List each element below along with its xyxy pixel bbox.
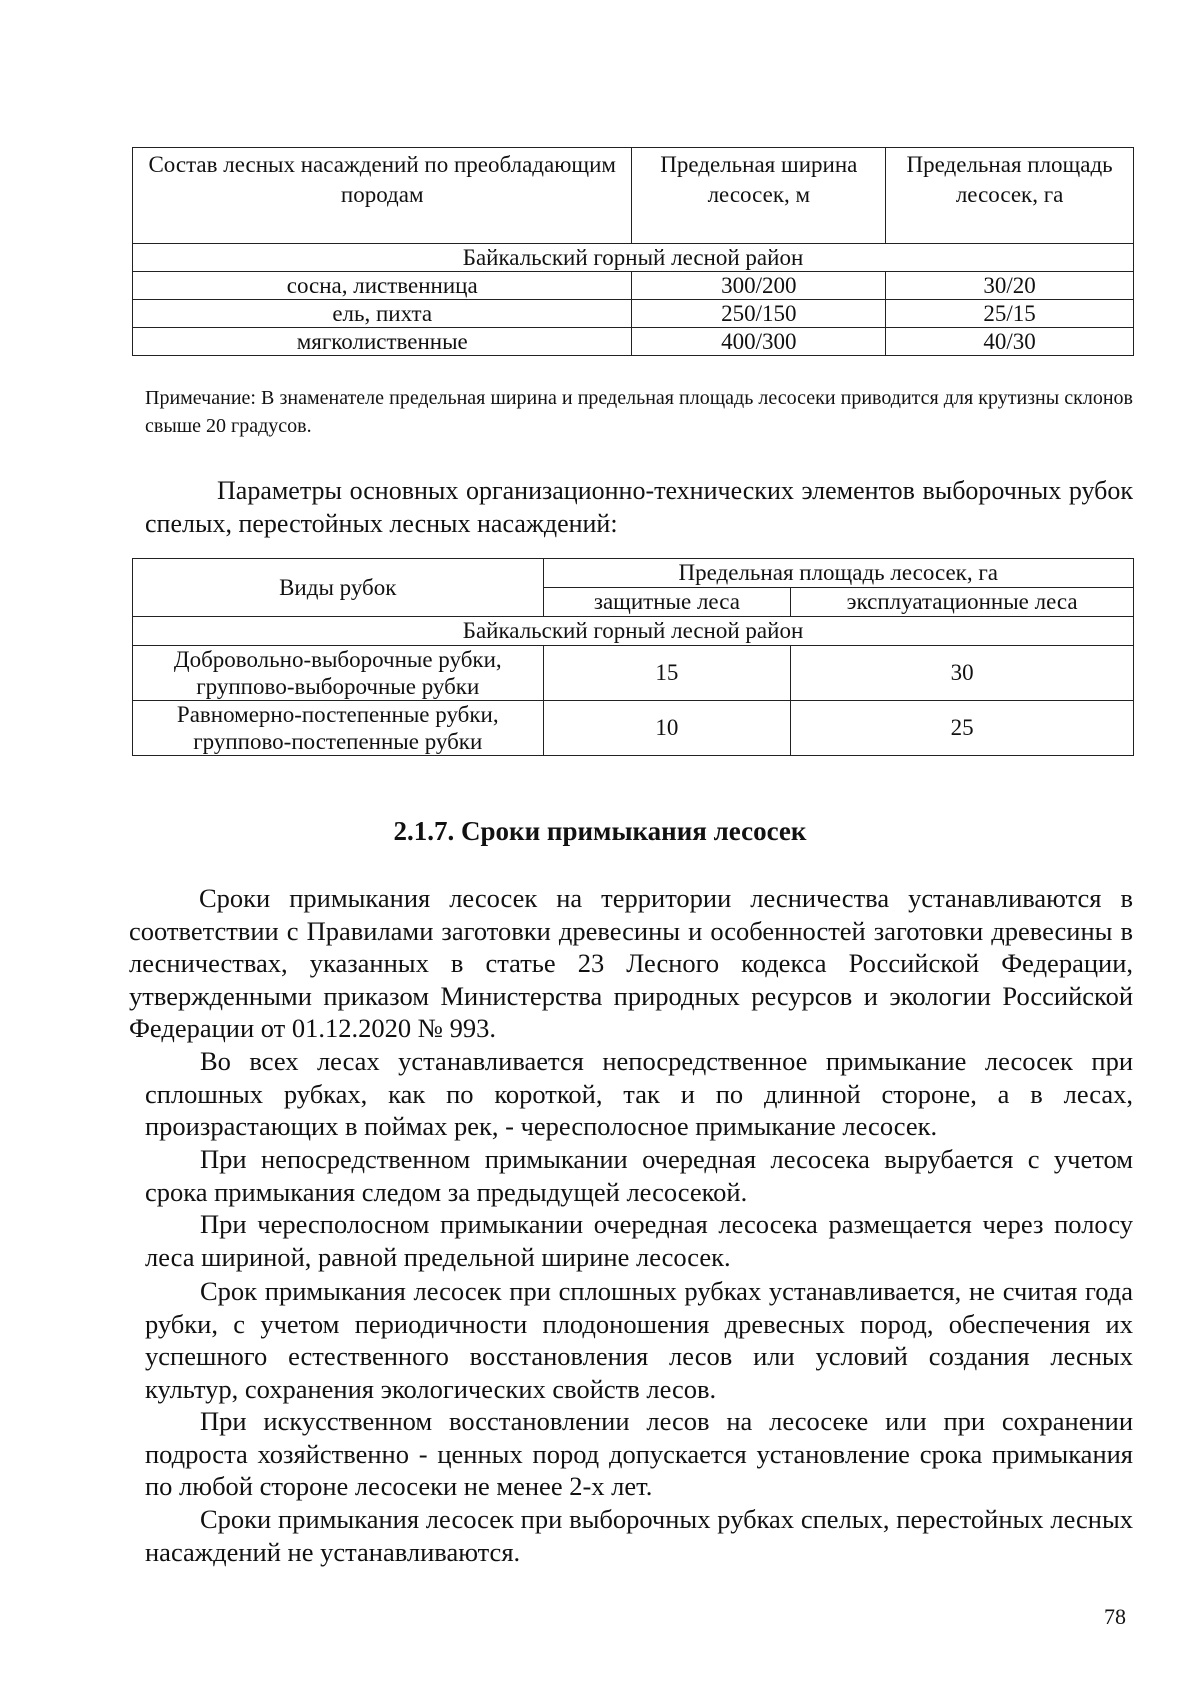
table2-header-cutting-types: Виды рубок xyxy=(133,559,544,617)
table2-header-max-area: Предельная площадь лесосек, га xyxy=(543,559,1133,588)
table-cell: сосна, лиственница xyxy=(133,272,632,300)
table-cell: 25/15 xyxy=(886,300,1134,328)
cutting-area-width-table xyxy=(132,147,1134,356)
table2-intro-text: Параметры основных организационно-технических элементов выборочных рубок спелых, перестойных лесных насаждений: xyxy=(145,476,1133,538)
table-cell: 400/300 xyxy=(632,328,886,356)
table1-header-area: Предельная площадь лесосек, га xyxy=(886,148,1134,244)
selective-cutting-area-table xyxy=(132,558,1134,756)
page-number: 78 xyxy=(1104,1604,1126,1629)
table2-region-row: Байкальский горный лесной район xyxy=(133,617,1134,646)
table1-footnote: Примечание: В знаменателе предельная ширина и предельная площадь лесосеки приводится для крутизны склонов свыше 20 градусов. xyxy=(145,387,1133,437)
table-cell: 30 xyxy=(791,646,1134,701)
paragraph: При искусственном восстановлении лесов на лесосеке или при сохранении подроста хозяйственно - ценных пород допускается установление срока примыкания по любой стороне лесосеки не менее 2-х лет. xyxy=(145,1406,1133,1502)
table-cell: 40/30 xyxy=(886,328,1134,356)
table1-header-width: Предельная ширина лесосек, м xyxy=(632,148,886,244)
table-cell: 300/200 xyxy=(632,272,886,300)
table-cell: мягколиственные xyxy=(133,328,632,356)
table-cell: 15 xyxy=(543,646,791,701)
table-cell: Добровольно-выборочные рубки, групповo-выборочные рубки xyxy=(133,646,544,701)
table2-header-protective: защитные леса xyxy=(543,588,791,617)
table-cell: 25 xyxy=(791,701,1134,756)
table1-header-composition: Состав лесных насаждений по преобладающим породам xyxy=(133,148,632,244)
section-heading: 2.1.7. Сроки примыкания лесосек xyxy=(393,816,807,846)
paragraph: Сроки примыкания лесосек на территории лесничества устанавливаются в соответствии с Правилами заготовки древесины и особенностей заготовки древесины в лесничествах, указанных в статье 23 Лесного кодекса Российской Федерации, утвержденными приказом Министерства природных ресурсов и экологии Российской Федерации от 01.12.2020 № 993. xyxy=(129,883,1133,1044)
table-cell: ель, пихта xyxy=(133,300,632,328)
table2-header-exploitation: эксплуатационные леса xyxy=(791,588,1134,617)
table-cell: Равномерно-постепенные рубки, группово-постепенные рубки xyxy=(133,701,544,756)
paragraph: Сроки примыкания лесосек при выборочных рубках спелых, перестойных лесных насаждений не устанавливаются. xyxy=(145,1504,1133,1567)
table1-region-row: Байкальский горный лесной район xyxy=(133,244,1134,272)
table-cell: 10 xyxy=(543,701,791,756)
paragraph: При непосредственном примыкании очередная лесосека вырубается с учетом срока примыкания следом за предыдущей лесосекой. xyxy=(145,1144,1133,1207)
paragraph: Во всех лесах устанавливается непосредственное примыкание лесосек при сплошных рубках, как по короткой, так и по длинной стороне, а в лесах, произрастающих в поймах рек, - чересполосное примыкание лесосек. xyxy=(145,1046,1133,1142)
paragraph: При чересполосном примыкании очередная лесосека размещается через полосу леса шириной, равной предельной ширине лесосек. xyxy=(145,1209,1133,1272)
paragraph: Срок примыкания лесосек при сплошных рубках устанавливается, не считая года рубки, с учетом периодичности плодоношения древесных пород, обеспечения их успешного естественного восстановления лесов или условий создания лесных культур, сохранения экологических свойств лесов. xyxy=(145,1276,1133,1404)
table2-intro-paragraph xyxy=(145,474,1133,540)
table-cell: 30/20 xyxy=(886,272,1134,300)
table-cell: 250/150 xyxy=(632,300,886,328)
